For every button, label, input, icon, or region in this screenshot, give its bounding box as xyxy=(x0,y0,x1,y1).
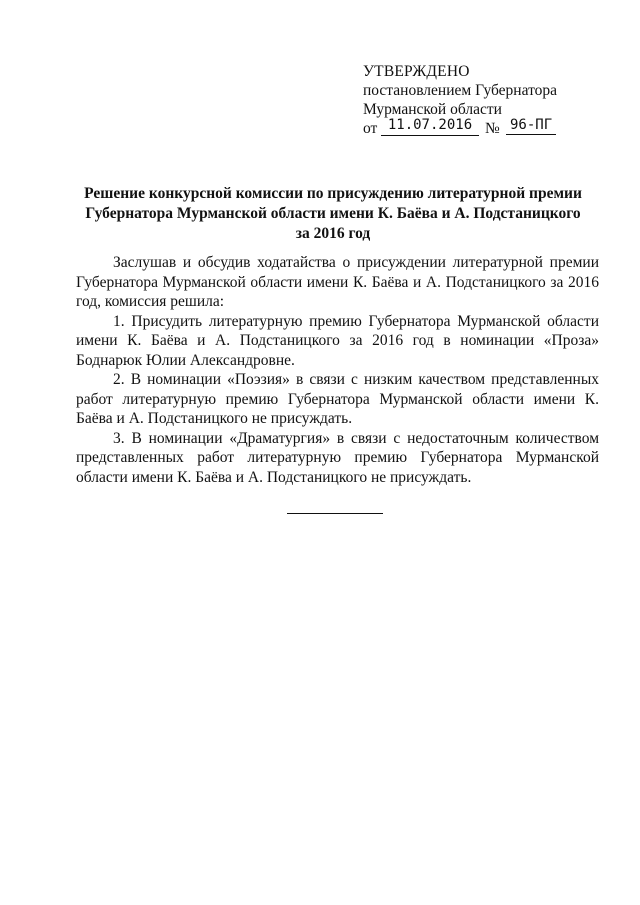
decision-item-2: 2. В номинации «Поэзия» в связи с низким качеством представленных работ литературную премию Губернатора Мурманской области имени К. Баёва и А. Подстаницкого не присуждать. xyxy=(76,371,599,427)
approval-number: 96-ПГ xyxy=(506,116,556,135)
intro-paragraph: Заслушав и обсудив ходатайства о присуждении литературной премии Губернатора Мурманской области имени К. Баёва и А. Подстаницкого за 2016 год, комиссия решила: xyxy=(76,254,599,310)
end-separator-line xyxy=(287,513,383,514)
number-prefix: № xyxy=(485,120,500,137)
title-line-1: Решение конкурсной комиссии по присуждению литературной премии xyxy=(84,185,582,202)
document-title xyxy=(60,184,606,244)
approval-authority-line: постановлением Губернатора xyxy=(363,82,558,99)
decision-item-1: 1. Присудить литературную премию Губернатора Мурманской области имени К. Баёва и А. Подстаницкого за 2016 год в номинации «Проза» Боднарюк Юлии Александровне. xyxy=(76,312,599,369)
date-prefix: от xyxy=(363,120,378,137)
approval-region-line: Мурманской области xyxy=(363,101,502,118)
approval-stamp xyxy=(363,62,613,139)
document-body xyxy=(76,253,599,487)
decision-item-3: 3. В номинации «Драматургия» в связи с недостаточным количеством представленных работ литературную премию Губернатора Мурманской области имени К. Баёва и А. Подстаницкого не присуждать. xyxy=(76,429,599,486)
title-line-3: за 2016 год xyxy=(295,225,371,242)
approval-date: 11.07.2016 xyxy=(381,116,479,136)
approval-title: УТВЕРЖДЕНО xyxy=(363,63,470,80)
approval-date-number-line xyxy=(363,119,613,139)
title-line-2: Губернатора Мурманской области имени К. Баёва и А. Подстаницкого xyxy=(85,205,581,222)
